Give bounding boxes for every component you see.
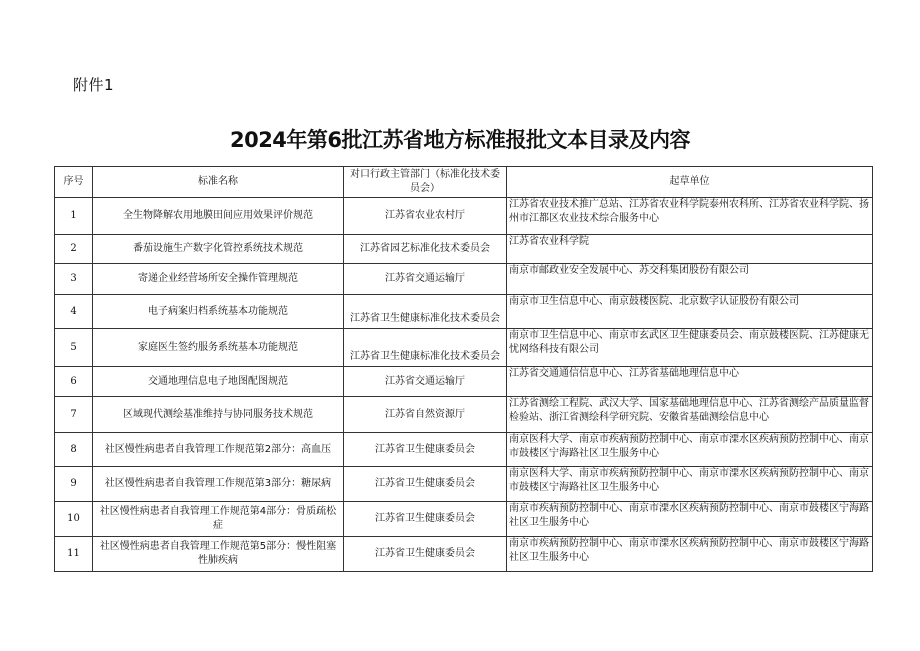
row-standard-name: 全生物降解农用地膜田间应用效果评价规范 [93,198,344,235]
row-standard-name: 社区慢性病患者自我管理工作规范第2部分：高血压 [93,433,344,467]
row-drafting-units: 江苏省测绘工程院、武汉大学、国家基础地理信息中心、江苏省测绘产品质量监督检验站、浙江省测绘科学研究院、安徽省基础测绘信息中心 [507,397,873,433]
header-drafting-units: 起草单位 [507,167,873,198]
row-standard-name: 社区慢性病患者自我管理工作规范第4部分：骨质疏松症 [93,502,344,537]
row-drafting-units: 南京市邮政业安全发展中心、苏交科集团股份有限公司 [507,264,873,295]
row-drafting-units: 南京医科大学、南京市疾病预防控制中心、南京市溧水区疾病预防控制中心、南京市鼓楼区宁海路社区卫生服务中心 [507,433,873,467]
row-standard-name: 社区慢性病患者自我管理工作规范第5部分：慢性阻塞性肺疾病 [93,537,344,572]
row-serial-number: 5 [55,329,93,367]
row-standard-name: 电子病案归档系统基本功能规范 [93,295,344,329]
row-serial-number: 9 [55,467,93,502]
row-drafting-units: 江苏省农业技术推广总站、江苏省农业科学院泰州农科所、江苏省农业科学院、扬州市江都区农业技术综合服务中心 [507,198,873,235]
row-drafting-units: 南京市疾病预防控制中心、南京市溧水区疾病预防控制中心、南京市鼓楼区宁海路社区卫生服务中心 [507,502,873,537]
row-serial-number: 3 [55,264,93,295]
attachment-label: 附件1 [73,76,115,94]
row-drafting-units: 南京医科大学、南京市疾病预防控制中心、南京市溧水区疾病预防控制中心、南京市鼓楼区宁海路社区卫生服务中心 [507,467,873,502]
table-row [55,235,873,264]
row-serial-number: 7 [55,397,93,433]
table-row [55,397,873,433]
table-row [55,329,873,367]
row-department: 江苏省农业农村厅 [344,198,507,235]
row-department: 江苏省卫生健康委员会 [344,433,507,467]
row-drafting-units: 江苏省农业科学院 [507,235,873,264]
row-department: 江苏省卫生健康委员会 [344,502,507,537]
row-department: 江苏省自然资源厅 [344,397,507,433]
row-standard-name: 社区慢性病患者自我管理工作规范第3部分：糖尿病 [93,467,344,502]
row-serial-number: 4 [55,295,93,329]
table-row [55,264,873,295]
standards-table [54,166,873,572]
table-header-row [55,167,873,198]
table-row [55,295,873,329]
table-row [55,467,873,502]
row-serial-number: 2 [55,235,93,264]
row-department: 江苏省交通运输厅 [344,367,507,397]
row-department: 江苏省交通运输厅 [344,264,507,295]
header-serial-number: 序号 [55,167,93,198]
row-standard-name: 交通地理信息电子地图配图规范 [93,367,344,397]
row-serial-number: 11 [55,537,93,572]
row-standard-name: 寄递企业经营场所安全操作管理规范 [93,264,344,295]
row-department: 江苏省卫生健康标准化技术委员会 [344,329,507,367]
row-standard-name: 区域现代测绘基准维持与协同服务技术规范 [93,397,344,433]
row-department: 江苏省卫生健康标准化技术委员会 [344,295,507,329]
document-title: 2024年第6批江苏省地方标准报批文本目录及内容 [229,128,691,152]
table-row [55,367,873,397]
table-row [55,502,873,537]
row-standard-name: 番茄设施生产数字化管控系统技术规范 [93,235,344,264]
row-department: 江苏省园艺标准化技术委员会 [344,235,507,264]
table-row [55,537,873,572]
row-department: 江苏省卫生健康委员会 [344,537,507,572]
row-serial-number: 6 [55,367,93,397]
row-drafting-units: 江苏省交通通信信息中心、江苏省基础地理信息中心 [507,367,873,397]
row-department: 江苏省卫生健康委员会 [344,467,507,502]
row-drafting-units: 南京市疾病预防控制中心、南京市溧水区疾病预防控制中心、南京市鼓楼区宁海路社区卫生服务中心 [507,537,873,572]
table-row [55,433,873,467]
table-row [55,198,873,235]
row-serial-number: 1 [55,198,93,235]
header-standard-name: 标准名称 [93,167,344,198]
row-serial-number: 8 [55,433,93,467]
header-department: 对口行政主管部门（标准化技术委员会） [344,167,507,198]
row-drafting-units: 南京市卫生信息中心、南京市玄武区卫生健康委员会、南京鼓楼医院、江苏健康无忧网络科技有限公司 [507,329,873,367]
row-standard-name: 家庭医生签约服务系统基本功能规范 [93,329,344,367]
row-drafting-units: 南京市卫生信息中心、南京鼓楼医院、北京数字认证股份有限公司 [507,295,873,329]
row-serial-number: 10 [55,502,93,537]
